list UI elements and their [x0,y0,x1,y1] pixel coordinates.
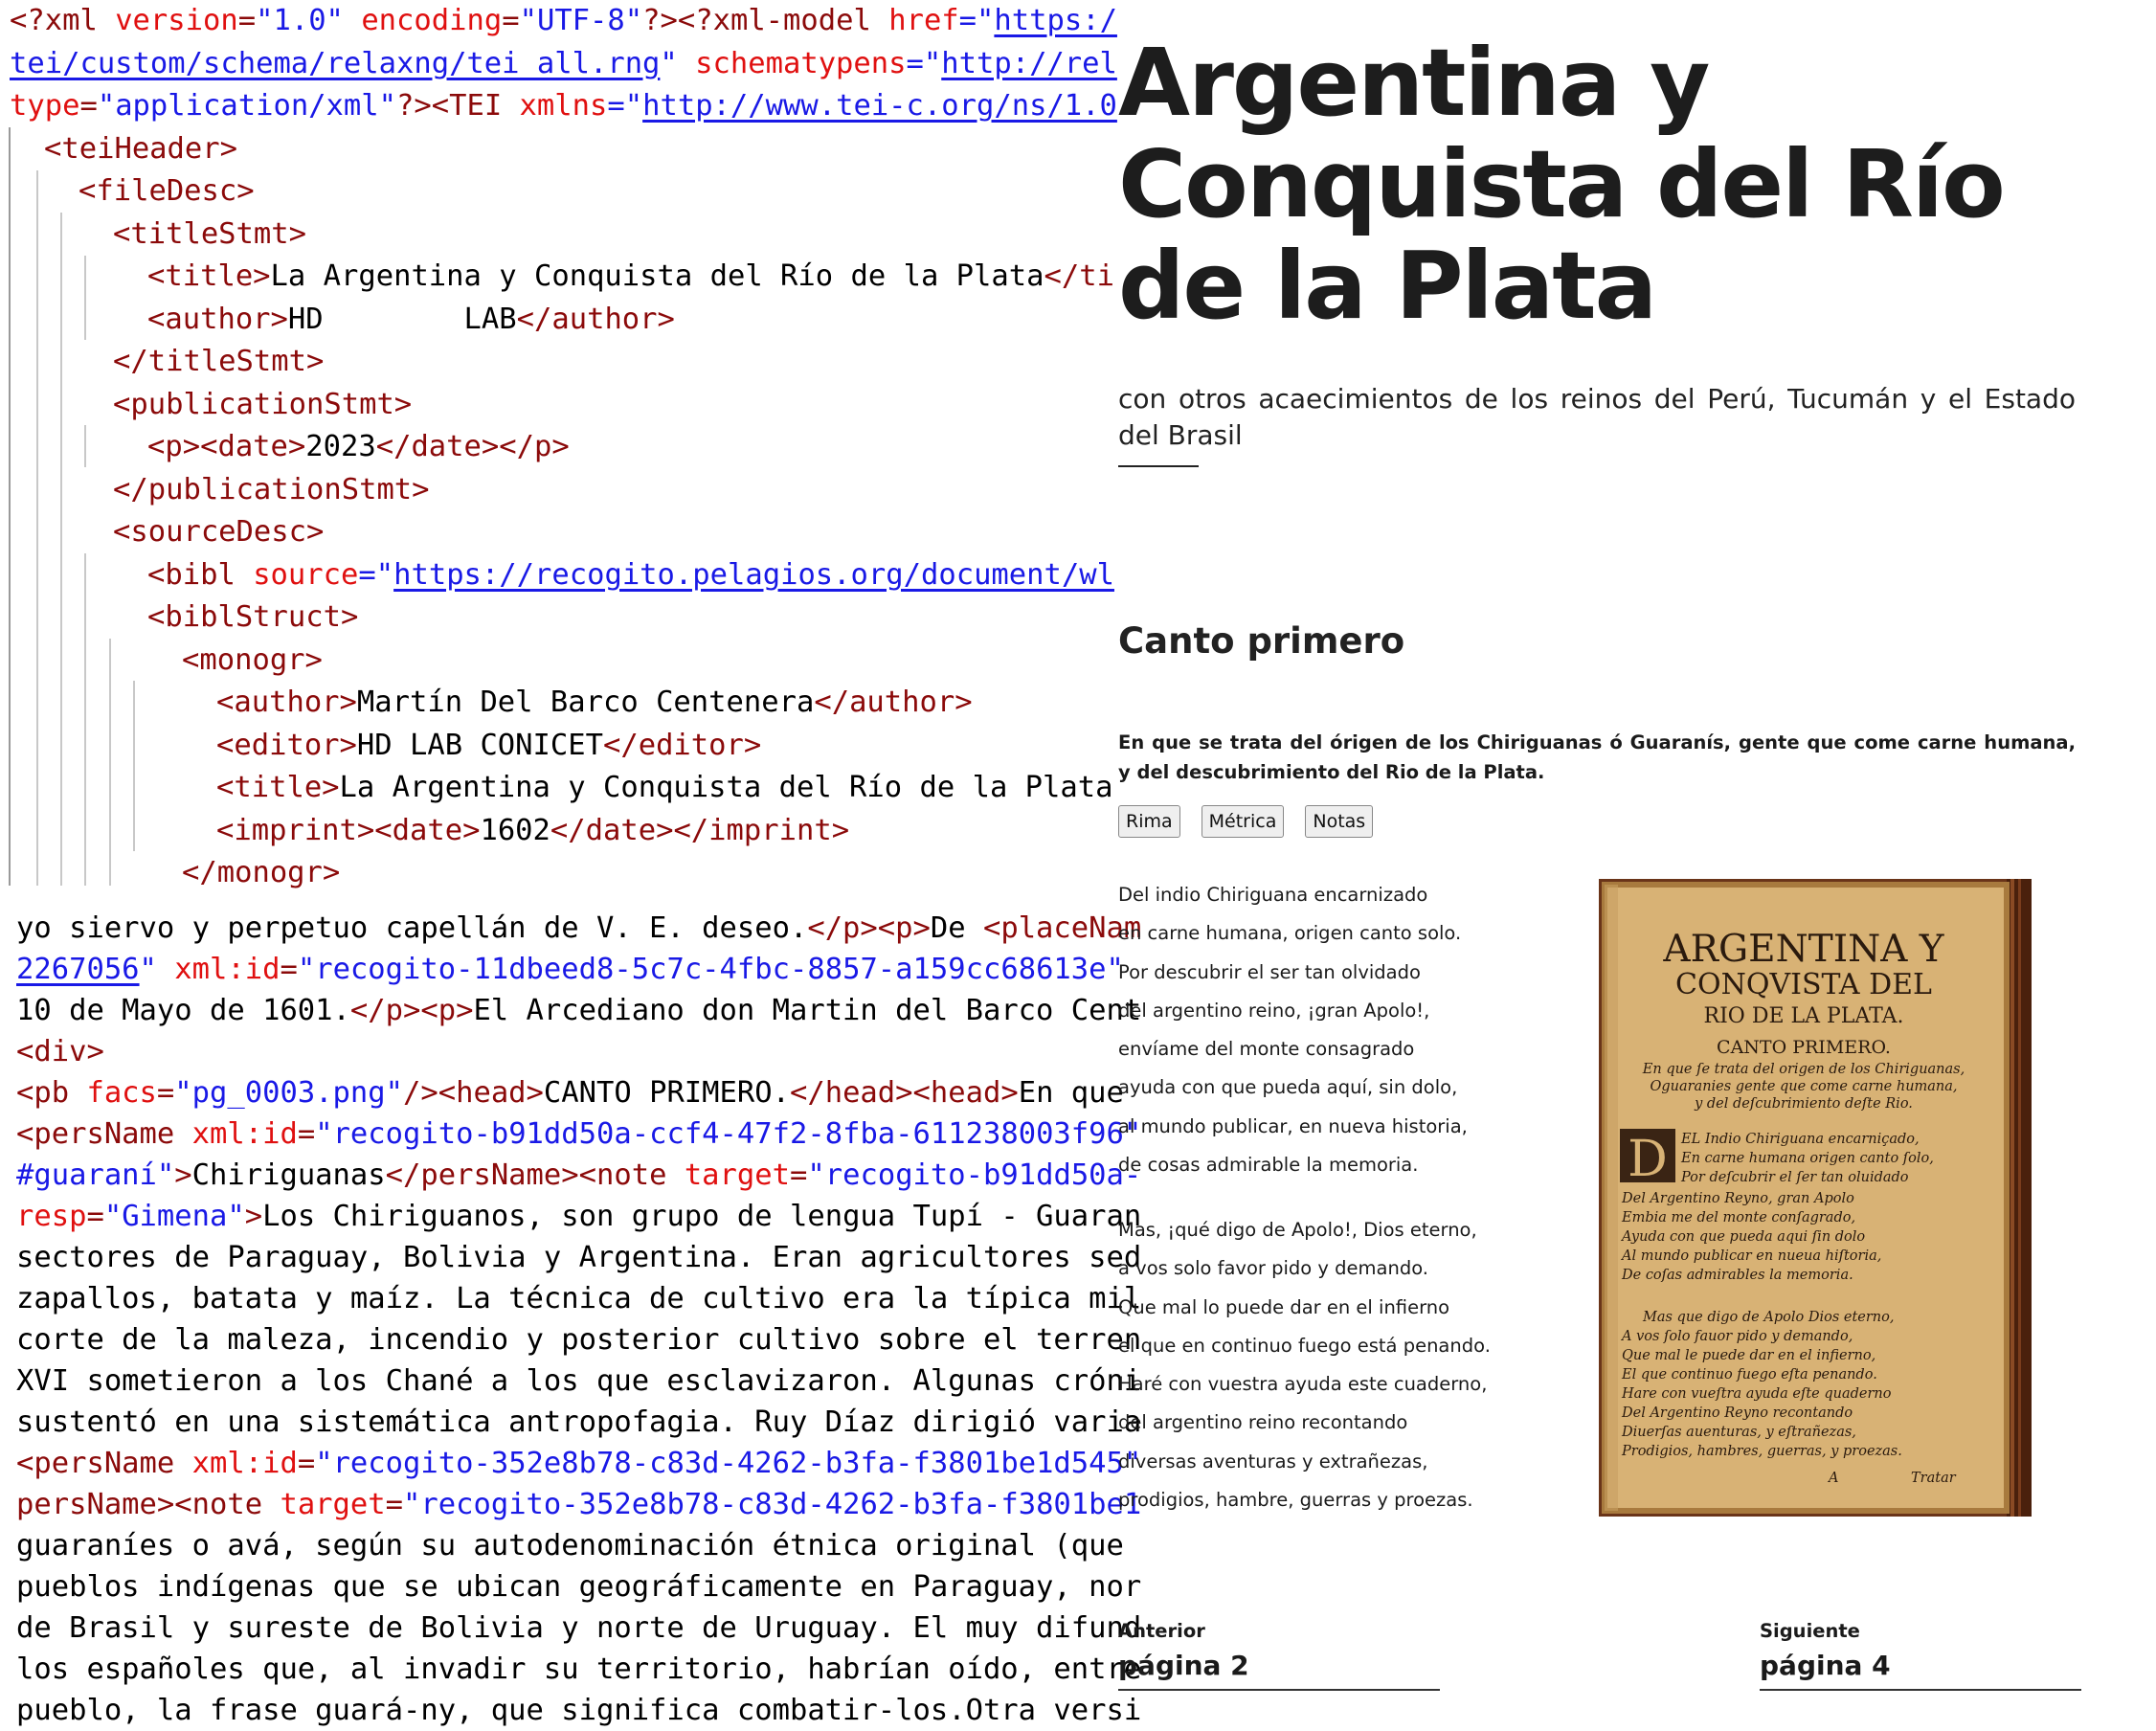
stanza-1 [1118,876,1468,1184]
indent-guide [109,639,111,886]
scan-verse-line: En carne humana origen canto ſolo, [1681,1151,1934,1166]
xml-header-view [0,0,1117,889]
verse-line: diversas aventuras y extrañezas, [1118,1450,1428,1472]
xml-body-view [0,908,1142,1727]
xml-line: <title>La Argentina y Conquista del Río de la Plata [216,771,1113,804]
page-subtitle: con otros acaecimientos de los reinos del Perú, Tucumán y el Estado del Brasil [1118,383,2076,451]
xml-line: pueblo, la frase guará-ny, que significa combatir-los.Otra versi [16,1694,1142,1727]
xml-line: </titleStmt> [113,345,325,378]
page-title [1118,29,2004,340]
scan-verse-line: EL Indio Chiriguana encarniçado, [1681,1132,1920,1147]
scan-title-line: CONQVISTA DEL [1675,968,1932,1001]
xml-line: <teiHeader> [44,132,237,166]
xml-line: XVI sometieron a los Chané a los que esclavizaron. Algunas cróni [16,1364,1142,1398]
prev-page-link[interactable]: página 2 [1118,1650,1440,1691]
xml-line: <author>HD LAB</author> [147,303,675,336]
verse-line: envíame del monte consagrado [1118,1038,1415,1061]
scan-verse-line: A vos ſolo fauor pido y demando, [1622,1329,1853,1344]
reader-pane [1082,0,2156,1726]
canto-heading: Canto primero [1118,620,1405,662]
scan-verse-line: Mas que digo de Apolo Dios eterno, [1643,1310,1895,1325]
xml-line: <editor>HD LAB CONICET</editor> [216,729,762,762]
xml-line: type="application/xml"?><TEI xmlns="http://www.tei-c.org/ns/1.0 [10,89,1117,123]
scan-verse-line: Del Argentino Reyno recontando [1622,1405,1853,1421]
scan-summary-line: Oguaranies gente que come carne humana, [1650,1079,1958,1094]
scan-verse-line: De coſas admirables la memoria. [1622,1268,1853,1283]
scan-verse-line: Que mal le puede dar en el infierno, [1622,1348,1876,1363]
scan-title-line: ARGENTINA Y [1663,928,1944,971]
verse-line: Haré con vuestra ayuda este cuaderno, [1118,1373,1488,1396]
indent-guide [133,681,135,851]
xml-line: <publicationStmt> [113,388,413,421]
scan-verse-line: Hare con vueſtra ayuda eſte quaderno [1622,1386,1892,1402]
manuscript-page-image [1599,879,2032,1517]
verse-line: ayuda con que pueda aquí, sin dolo, [1118,1076,1458,1099]
indent-guide [60,213,62,886]
schema-link[interactable]: https:/ [994,4,1117,37]
prev-page-nav[interactable] [1118,1620,1440,1691]
title-line: Conquista del Río [1118,130,2004,238]
scan-summary-line: En que ſe trata del origen de los Chiriguanas, [1642,1062,1965,1077]
xml-line: guaraníes o avá, según su autodenominación étnica original (que [16,1529,1124,1562]
scan-verse-line: Diuerſas auenturas, y eſtrañezas, [1622,1425,1856,1440]
xml-line: sectores de Paraguay, Bolivia y Argentina. Eran agricultores sed [16,1241,1142,1274]
recogito-link[interactable]: https://recogito.pelagios.org/document/wl [393,558,1114,592]
xml-line: pueblos indígenas que se ubican geográficamente en Paraguay, nor [16,1570,1142,1604]
xml-line: zapallos, batata y maíz. La técnica de cultivo era la típica mil [16,1282,1142,1315]
indent-guide [36,170,38,886]
next-label: Siguiente [1760,1620,1860,1642]
xml-line: <titleStmt> [113,217,306,251]
verse-line: del argentino reino, ¡gran Apolo!, [1118,999,1430,1022]
verse-line: a vos solo favor pido y demando. [1118,1257,1428,1280]
xml-line: <monogr> [182,643,323,677]
xml-line: persName><note target="recogito-352e8b78-c83d-4262-b3fa-f3801be1 [16,1488,1142,1521]
metrica-button[interactable]: Métrica [1202,805,1285,838]
xml-line: los españoles que, al invadir su territorio, habrían oído, entre [16,1652,1142,1686]
next-page-link[interactable]: página 4 [1760,1650,2081,1691]
scan-title-line: CANTO PRIMERO. [1717,1037,1891,1058]
xml-line: <sourceDesc> [113,515,325,549]
scan-verse-line: Prodigios, hambres, guerras, y proezas. [1622,1444,1902,1459]
scan-verse-line: El que continuo fuego eſta penando. [1622,1367,1877,1383]
title-line: de la Plata [1118,232,1656,340]
xml-line: </monogr> [182,856,341,889]
subtitle-divider [1118,465,1199,467]
tei-namespace-link[interactable]: http://www.tei-c.org/ns/1.0 [642,89,1117,123]
verse-line: de cosas admirable la memoria. [1118,1154,1419,1177]
xml-line: <biblStruct> [147,600,359,634]
verse-line: prodigios, hambre, guerras y proezas. [1118,1489,1473,1512]
xml-line: 2267056" xml:id="recogito-11dbeed8-5c7c-4fbc-8857-a159cc68613e" [16,953,1124,986]
xml-line: <div> [16,1035,104,1068]
xml-line: <bibl source="https://recogito.pelagios.org/document/wl [147,558,1114,592]
schematypens-link[interactable]: http://rel [941,47,1117,80]
canto-summary: En que se trata del órigen de los Chiriguanas ó Guaranís, gente que come carne humana, y del descubrimiento del Rio de la Plata. [1118,731,2076,783]
scan-catchword: Tratar [1911,1471,1956,1486]
stanza-2 [1118,1211,1491,1519]
prev-label: Anterior [1118,1620,1205,1642]
xml-line: #guaraní">Chiriguanas</persName><note target="recogito-b91dd50a- [16,1158,1142,1192]
scan-verse-line: Del Argentino Reyno, gran Apolo [1622,1191,1854,1206]
fold-bar [9,127,11,886]
rima-button[interactable]: Rima [1118,805,1180,838]
xml-line: <?xml version="1.0" encoding="UTF-8"?><?xml-model href="https:/ [10,4,1117,37]
scan-verse-line: Embia me del monte conſagrado, [1622,1210,1856,1225]
indent-guide [84,256,86,340]
xml-line: de Brasil y sureste de Bolivia y norte de Uruguay. El muy difund [16,1611,1142,1645]
verse-line: Que mal lo puede dar en el infierno [1118,1295,1450,1318]
verse-line: Del indio Chiriguana encarnizado [1118,884,1428,906]
scan-initial: D [1628,1131,1668,1188]
xml-line: tei/custom/schema/relaxng/tei_all.rng" schematypens="http://rel [10,47,1117,80]
verse-line: el que en continuo fuego está penando. [1118,1334,1491,1357]
notas-button[interactable]: Notas [1305,805,1373,838]
xml-line: yo siervo y perpetuo capellán de V. E. deseo.</p><p>De <placeNam [16,911,1142,945]
annotation-toggles [1118,805,1373,838]
verse-line: en carne humana, origen canto solo. [1118,922,1462,945]
indent-guide [84,425,86,467]
xml-line: <title>La Argentina y Conquista del Río de la Plata</ti [147,259,1114,293]
xml-line: <author>Martín Del Barco Centenera</author> [216,686,973,719]
xml-line: sustentó en una sistemática antropofagia. Ruy Díaz dirigió varia [16,1405,1142,1439]
scan-summary-line: y del deſcubrimiento deſte Rio. [1695,1096,1913,1112]
verse-line: al mundo publicar, en nueva historia, [1118,1114,1468,1137]
xml-line: 10 de Mayo de 1601.</p><p>El Arcediano don Martin del Barco Cent [16,994,1142,1027]
xml-line: <imprint><date>1602</date></imprint> [216,814,850,847]
xml-line: corte de la maleza, incendio y posterior cultivo sobre el terren [16,1323,1142,1357]
verse-line: Por descubrir el ser tan olvidado [1118,960,1421,983]
xml-line: <pb facs="pg_0003.png"/><head>CANTO PRIMERO.</head><head>En que [16,1076,1124,1110]
verse-line: Mas, ¡qué digo de Apolo!, Dios eterno, [1118,1219,1477,1241]
scan-verse-line: Por deſcubrir el ſer tan oluidado [1681,1170,1909,1185]
xml-line: <persName xml:id="recogito-b91dd50a-ccf4-47f2-8fba-611238003f96" [16,1117,1142,1151]
schema-link[interactable]: tei/custom/schema/relaxng/tei_all.rng [10,47,661,80]
scan-catchword: A [1829,1471,1839,1486]
scan-verse-line: Ayuda con que pueda aqui ſin dolo [1622,1229,1866,1245]
xml-line: <fileDesc> [79,174,255,208]
next-page-nav[interactable] [1760,1620,2081,1691]
title-line: Argentina y [1118,29,1709,137]
xml-line: <persName xml:id="recogito-352e8b78-c83d-4262-b3fa-f3801be1d545" [16,1447,1142,1480]
geonames-link[interactable]: 2267056 [16,953,140,986]
scan-verse-line: Al mundo publicar en nueua hiſtoria, [1622,1248,1882,1264]
indent-guide [84,553,86,886]
verse-line: del argentino reino recontando [1118,1411,1408,1434]
xml-line: </publicationStmt> [113,473,430,506]
scan-title-line: RIO DE LA PLATA. [1703,1004,1904,1028]
xml-line: <p><date>2023</date></p> [147,430,570,463]
xml-line: resp="Gimena">Los Chiriguanos, son grupo de lengua Tupí - Guaran [16,1200,1142,1233]
